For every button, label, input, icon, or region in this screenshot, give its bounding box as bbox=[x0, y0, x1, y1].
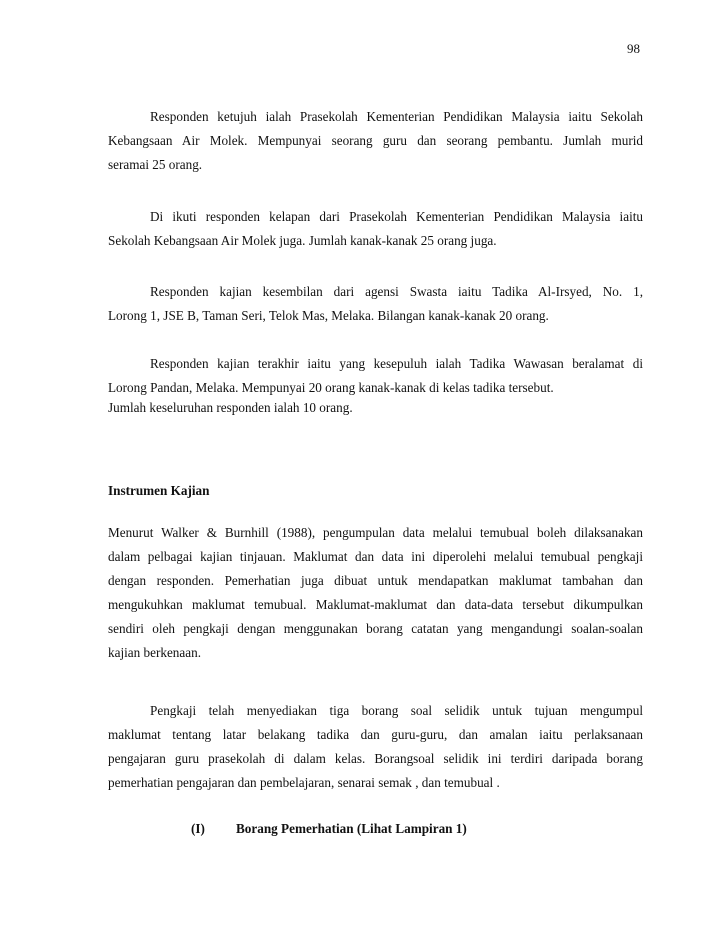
paragraph-line: Responden kajian terakhir iaitu yang kesepuluh ialah Tadika Wawasan beralamat di bbox=[150, 356, 643, 371]
paragraph-line: dengan responden. Pemerhatian juga dibuat untuk mendapatkan maklumat tambahan dan bbox=[108, 573, 643, 588]
paragraph-line: sendiri oleh pengkaji dengan menggunakan borang catatan yang mengandungi soalan-soalan bbox=[108, 621, 643, 636]
paragraph-line: Responden ketujuh ialah Prasekolah Kementerian Pendidikan Malaysia iaitu Sekolah bbox=[150, 109, 643, 124]
paragraph-line: Sekolah Kebangsaan Air Molek juga. Jumlah kanak-kanak 25 orang juga. bbox=[108, 233, 497, 248]
paragraph-line: Lorong 1, JSE B, Taman Seri, Telok Mas, Melaka. Bilangan kanak-kanak 20 orang. bbox=[108, 308, 549, 323]
paragraph-questionnaire bbox=[108, 699, 643, 795]
paragraph-line: seramai 25 orang. bbox=[108, 157, 203, 172]
paragraph-line: Pengkaji telah menyediakan tiga borang soal selidik untuk tujuan mengumpul bbox=[150, 703, 643, 718]
paragraph-line: Lorong Pandan, Melaka. Mempunyai 20 orang kanak-kanak di kelas tadika tersebut. bbox=[108, 380, 554, 395]
paragraph-line: Menurut Walker & Burnhill (1988), pengumpulan data melalui temubual boleh dilaksanakan bbox=[108, 525, 643, 540]
paragraph-respondent-10 bbox=[108, 352, 643, 420]
paragraph-line: Di ikuti responden kelapan dari Prasekolah Kementerian Pendidikan Malaysia iaitu bbox=[150, 209, 643, 224]
paragraph-line: Jumlah keseluruhan responden ialah 10 orang. bbox=[108, 400, 353, 415]
paragraph-line: mengukuhkan maklumat temubual. Maklumat-maklumat dan data-data tersebut dikumpulkan bbox=[108, 597, 643, 612]
paragraph-line: kajian berkenaan. bbox=[108, 645, 201, 660]
paragraph-line: maklumat tentang latar belakang tadika dan guru-guru, dan amalan iaitu perlaksanaan bbox=[108, 727, 643, 742]
page-number: 98 bbox=[627, 41, 640, 56]
paragraph-respondent-9 bbox=[108, 280, 643, 328]
paragraph-respondent-8 bbox=[108, 205, 643, 253]
paragraph-line: pemerhatian pengajaran dan pembelajaran, senarai semak , dan temubual . bbox=[108, 775, 500, 790]
section-heading: Instrumen Kajian bbox=[108, 483, 210, 498]
paragraph-line: Responden kajian kesembilan dari agensi Swasta iaitu Tadika Al-Irsyed, No. 1, bbox=[150, 284, 643, 299]
paragraph-line: dalam pelbagai kajian tinjauan. Maklumat dan data ini diperolehi melalui temubual pengkaji bbox=[108, 549, 643, 564]
subsection-title: Borang Pemerhatian (Lihat Lampiran 1) bbox=[236, 821, 467, 836]
paragraph-instrument bbox=[108, 521, 643, 665]
paragraph-line: pengajaran guru prasekolah di dalam kelas. Borangsoal selidik ini terdiri daripada borang bbox=[108, 751, 643, 766]
subsection-number: (I) bbox=[191, 821, 205, 836]
paragraph-respondent-7 bbox=[108, 105, 643, 177]
paragraph-line: Kebangsaan Air Molek. Mempunyai seorang guru dan seorang pembantu. Jumlah murid bbox=[108, 133, 643, 148]
